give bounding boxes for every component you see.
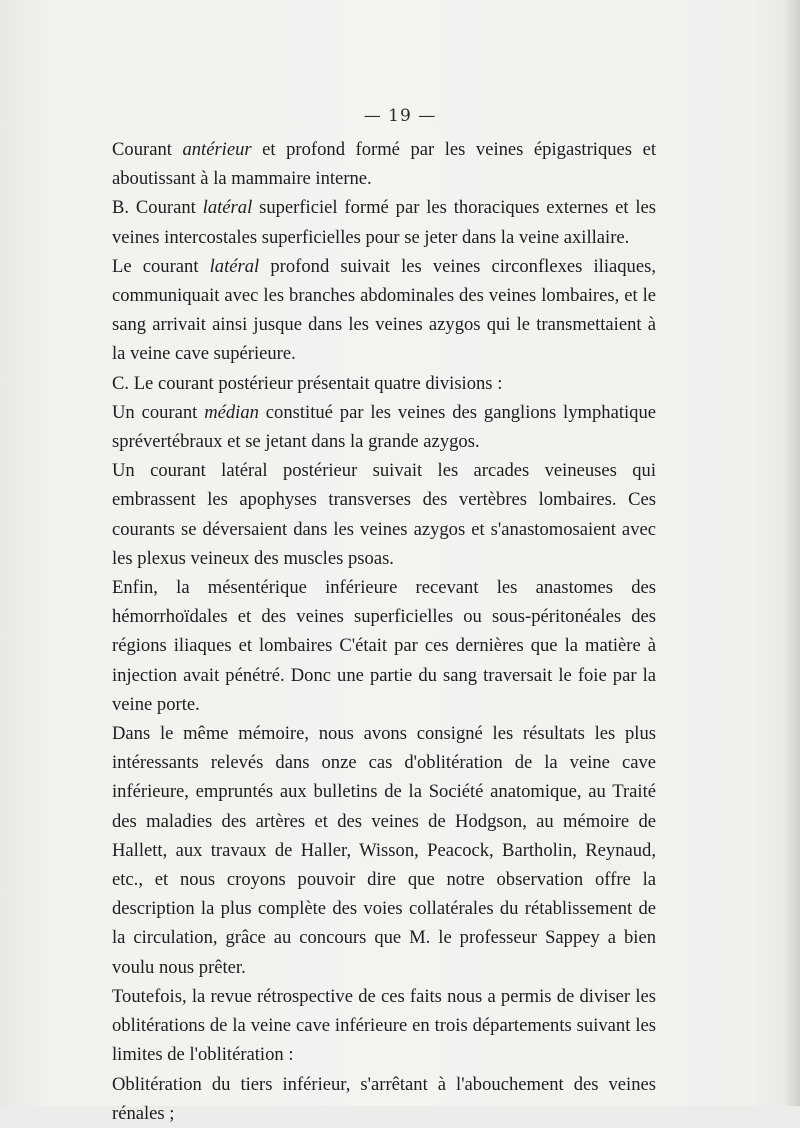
paragraph [112, 252, 656, 369]
body-text [112, 135, 656, 1128]
text-run: Courant [112, 139, 183, 160]
text-run: constitué par les veines des ganglions lymphatique sprévertébraux et se jetant dans la grande azygos. [112, 401, 657, 453]
text-run: B. Courant [112, 197, 203, 219]
paragraph [112, 193, 656, 251]
text-run: Enfin, la mésentérique inférieure recevant les anastomes des hémorrhoïdales et des veines superficielles ou sous-péritonéales des régions iliaques et lombaires C'était par ces dernières que la matière à injection avait pénétré. Donc une partie du sang traversait le foie par la veine porte. [112, 577, 656, 715]
text-run: Un courant [112, 401, 205, 423]
italic-term: antérieur [182, 139, 252, 160]
text-run: Oblitération du tiers inférieur, s'arrêtant à l'abouchement des veines rénales ; [112, 1073, 656, 1124]
paragraph [112, 1070, 656, 1128]
text-run: C. Le courant postérieur présentait quatre divisions : [112, 372, 503, 394]
italic-term: latéral [209, 255, 260, 277]
text-run: Un courant latéral postérieur suivait les arcades veineuses qui embrassent les apophyses transverses des vertèbres lombaires. Ces courants se déversaient dans les veines azygos et s'anastomosaient avec les plexus veineux des muscles psoas. [112, 460, 656, 569]
paragraph [112, 982, 656, 1070]
text-run: Le courant [112, 255, 210, 277]
text-run: et profond formé par les veines épigastriques et aboutissant à la mammaire interne. [112, 139, 656, 190]
paragraph [112, 719, 656, 982]
page-edge-shadow [782, 0, 800, 1106]
paragraph [112, 573, 656, 719]
paragraph [112, 135, 656, 193]
page-number: — 19 — [363, 106, 437, 126]
text-run: superficiel formé par les thoraciques externes et les veines intercostales superficielles pour se jeter dans la veine axillaire. [112, 197, 656, 248]
italic-term: latéral [202, 197, 253, 219]
text-run: Dans le même mémoire, nous avons consigné les résultats les plus intéressants relevés dans onze cas d'oblitération de la veine cave inférieure, empruntés aux bulletins de la Société anatomique, au Traité des maladies des artères et des veines de Hodgson, au mémoire de Hallett, aux travaux de Haller, Wisson, Peacock, Bartholin, Reynaud, etc., et nous croyons pouvoir dire que notre observation offre la description la plus complète des voies collatérales du rétablissement de la circulation, grâce au concours que M. le professeur Sappey a bien voulu nous prêter. [112, 723, 656, 978]
paragraph [112, 456, 656, 573]
italic-term: médian [204, 401, 259, 423]
paragraph [112, 369, 656, 398]
text-run: profond suivait les veines circonflexes iliaques, communiquait avec les branches abdominales des veines lombaires, et le sang arrivait ainsi jusque dans les veines azygos qui le transmettaient à la veine cave supérieure. [112, 255, 656, 365]
paragraph [112, 398, 656, 456]
text-run: Toutefois, la revue rétrospective de ces faits nous a permis de diviser les oblitérations de la veine cave inférieure en trois départements suivant les limites de l'oblitération : [112, 985, 656, 1066]
